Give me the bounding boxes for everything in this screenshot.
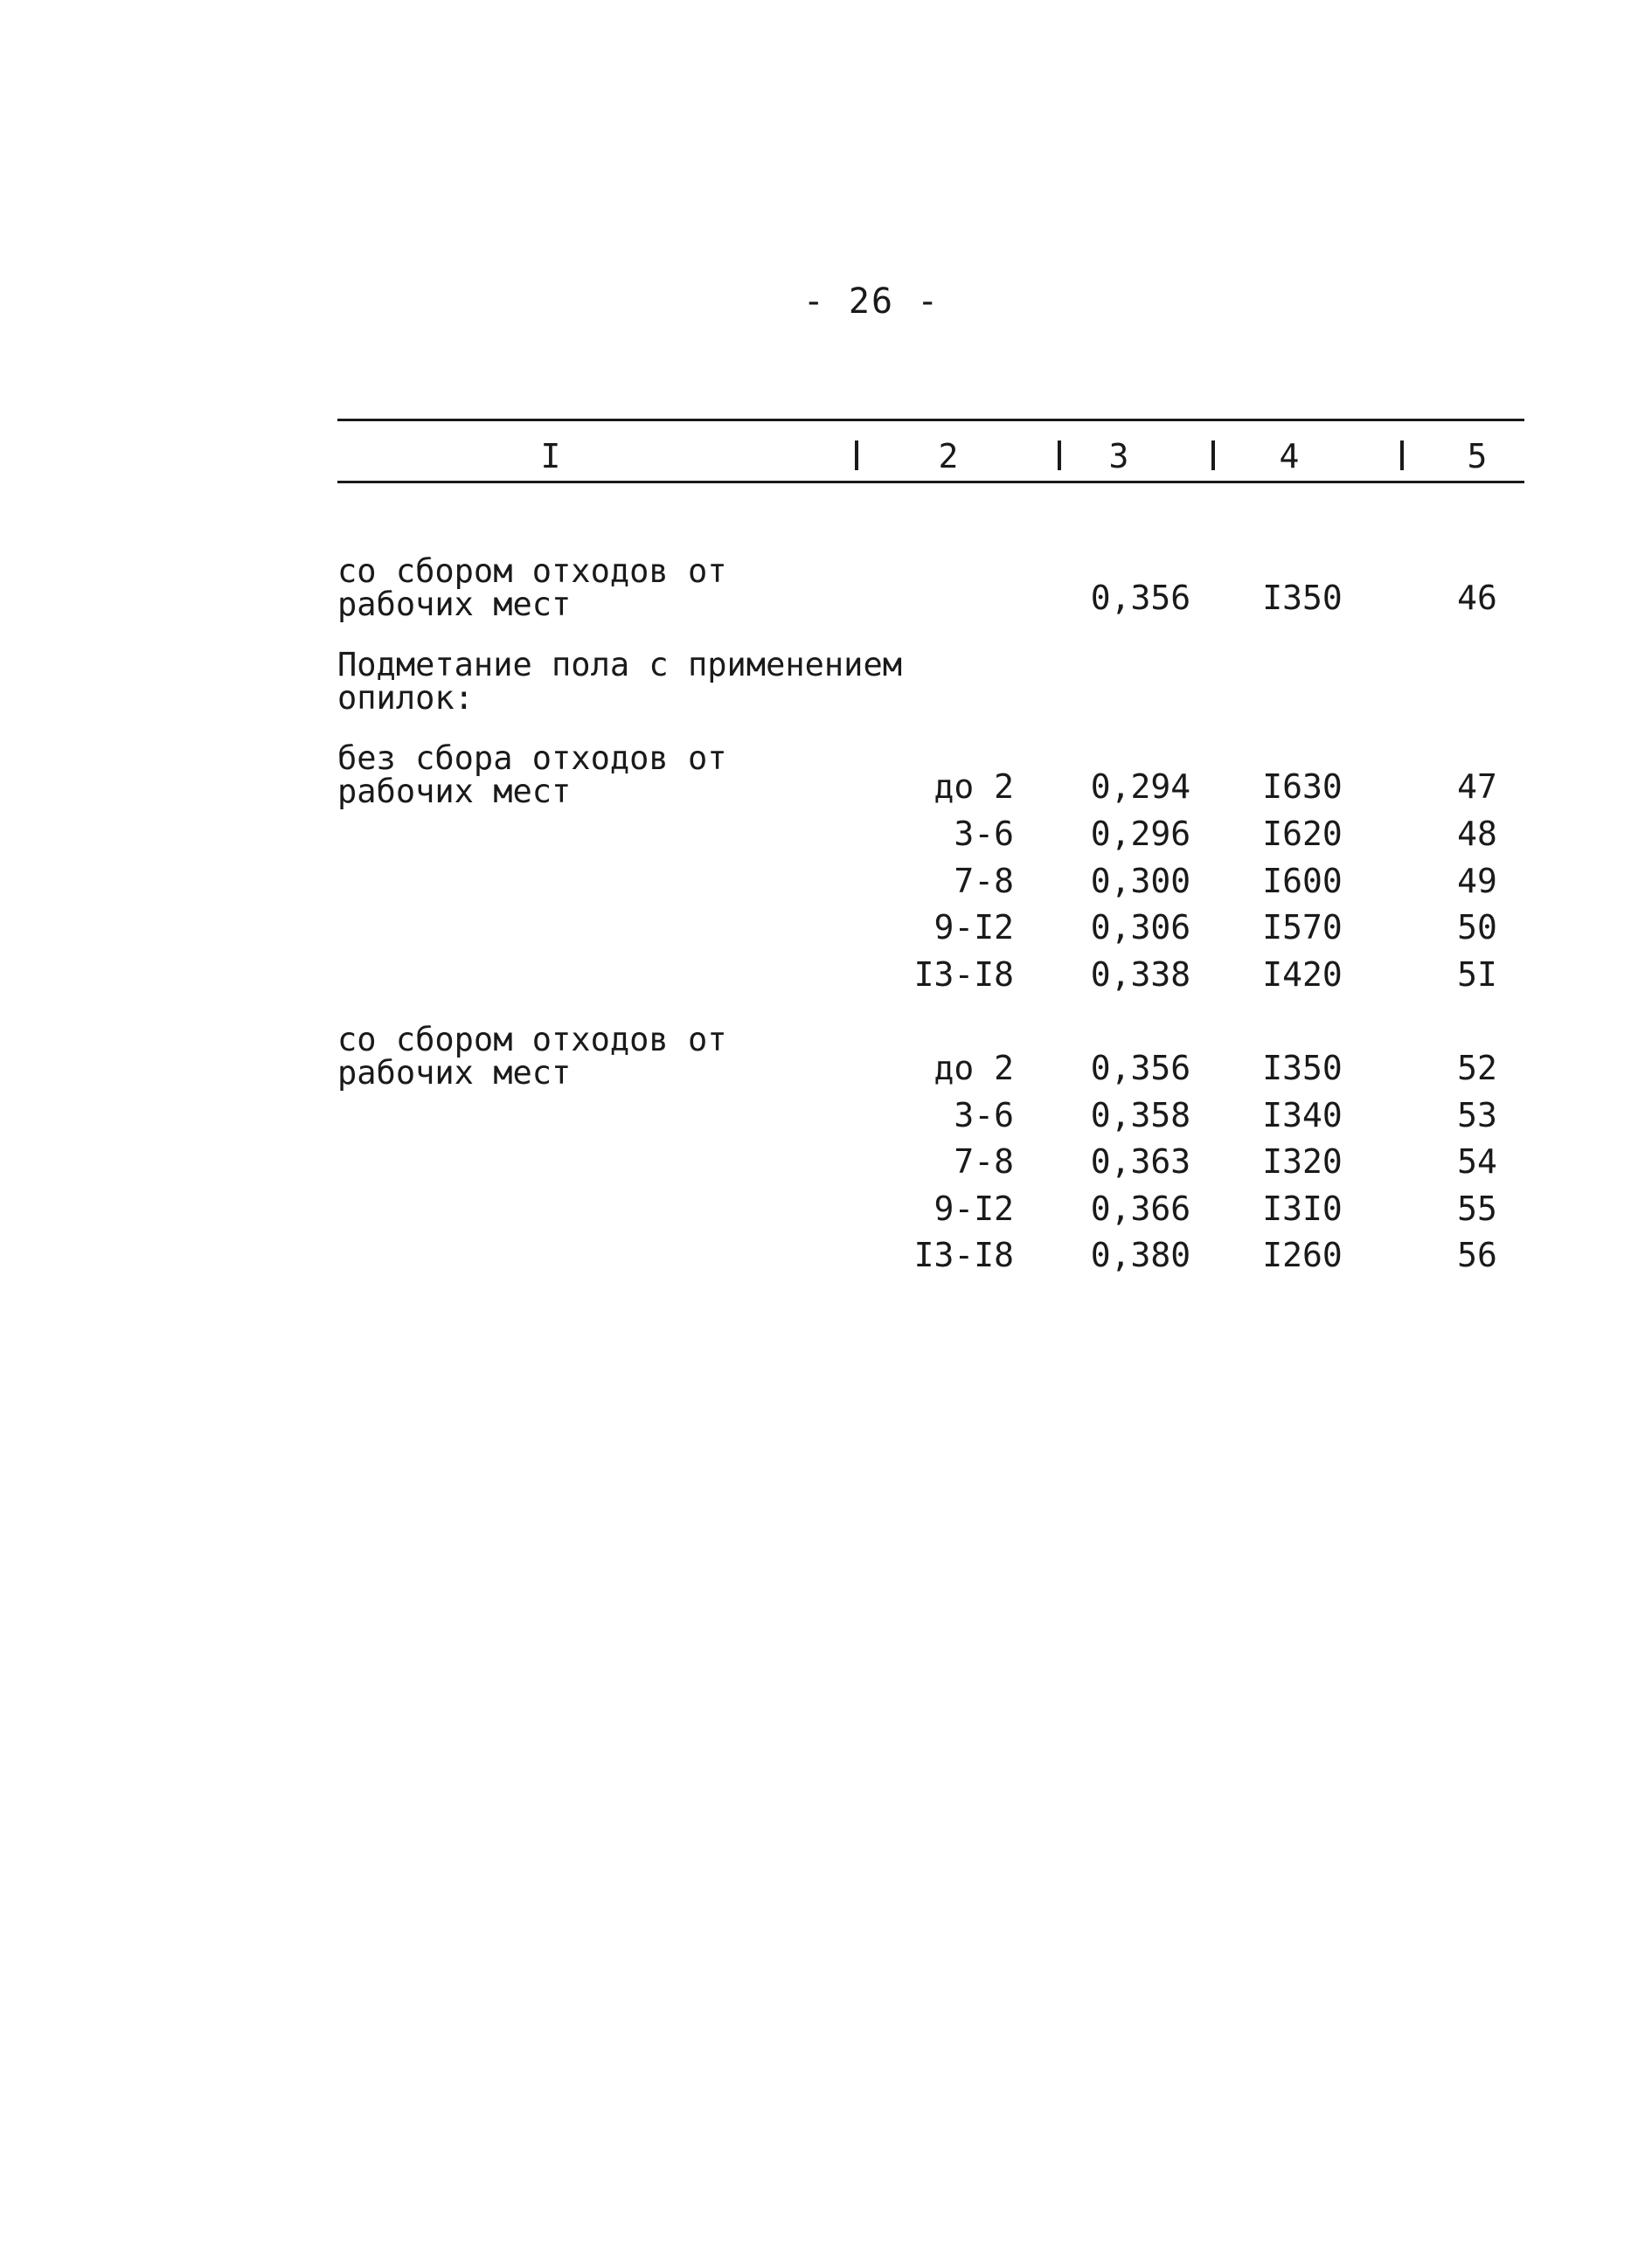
- row-description-line: рабочих мест: [337, 773, 572, 810]
- header-col-3: 3: [1108, 437, 1129, 475]
- table-cell-c5: 49: [1457, 862, 1497, 900]
- table-cell-c4: I620: [1262, 815, 1343, 853]
- table-cell-c3: 0,296: [1090, 815, 1191, 853]
- table-cell-c4: I630: [1262, 767, 1343, 806]
- table-cell-c5: 54: [1457, 1142, 1497, 1181]
- table-cell-c5: 52: [1457, 1049, 1497, 1087]
- table-cell-c2: I3-I8: [913, 955, 1014, 994]
- table-cell-c2: 9-I2: [934, 908, 1014, 947]
- row-description-line: рабочих мест: [337, 586, 572, 623]
- header-col-5: 5: [1467, 437, 1488, 475]
- table-cell-c5: 47: [1457, 767, 1497, 806]
- header-col-1: I: [540, 437, 561, 475]
- table-cell-c5: 56: [1457, 1236, 1497, 1274]
- table-cell-c3: 0,358: [1090, 1096, 1191, 1134]
- table-cell-c4: I600: [1262, 862, 1343, 900]
- table-cell-c4: I340: [1262, 1096, 1343, 1134]
- table-header-bottom-rule: [337, 481, 1524, 483]
- table-cell-c3: 0,338: [1090, 955, 1191, 994]
- table-cell-c5: 55: [1457, 1189, 1497, 1228]
- row-description-line: опилок:: [337, 679, 474, 717]
- page-number: - 26 -: [802, 281, 940, 322]
- table-cell-c2: до 2: [934, 767, 1014, 806]
- table-cell-c5: 48: [1457, 815, 1497, 853]
- table-cell-c4: I260: [1262, 1236, 1343, 1274]
- table-cell-c2: 9-I2: [934, 1189, 1014, 1228]
- table-cell-c3: 0,356: [1090, 579, 1191, 617]
- row-description-line: со сбором отходов от: [337, 552, 727, 590]
- table-cell-c5: 5I: [1457, 955, 1497, 994]
- header-col-2: 2: [938, 437, 959, 475]
- header-separator: [1400, 440, 1404, 470]
- row-description-line: рабочих мест: [337, 1054, 572, 1092]
- row-description-line: без сбора отходов от: [337, 739, 727, 777]
- table-cell-c4: I320: [1262, 1142, 1343, 1181]
- table-header-row: [0, 437, 1638, 477]
- header-separator: [855, 440, 858, 470]
- table-cell-c5: 53: [1457, 1096, 1497, 1134]
- table-cell-c5: 46: [1457, 579, 1497, 617]
- table-cell-c4: I350: [1262, 1049, 1343, 1087]
- table-cell-c3: 0,306: [1090, 908, 1191, 947]
- table-cell-c2: 7-8: [954, 1142, 1014, 1181]
- table-cell-c3: 0,366: [1090, 1189, 1191, 1228]
- header-col-4: 4: [1279, 437, 1300, 475]
- header-separator: [1211, 440, 1215, 470]
- table-cell-c4: I3I0: [1262, 1189, 1343, 1228]
- table-cell-c2: 3-6: [954, 815, 1014, 853]
- table-cell-c3: 0,380: [1090, 1236, 1191, 1274]
- table-cell-c2: 7-8: [954, 862, 1014, 900]
- table-cell-c3: 0,363: [1090, 1142, 1191, 1181]
- table-cell-c3: 0,294: [1090, 767, 1191, 806]
- table-cell-c2: I3-I8: [913, 1236, 1014, 1274]
- table-cell-c3: 0,300: [1090, 862, 1191, 900]
- table-cell-c4: I350: [1262, 579, 1343, 617]
- table-cell-c5: 50: [1457, 908, 1497, 947]
- table-cell-c2: до 2: [934, 1049, 1014, 1087]
- row-description-line: со сбором отходов от: [337, 1021, 727, 1058]
- header-separator: [1058, 440, 1061, 470]
- table-cell-c2: 3-6: [954, 1096, 1014, 1134]
- table-cell-c4: I420: [1262, 955, 1343, 994]
- table-cell-c3: 0,356: [1090, 1049, 1191, 1087]
- table-top-rule: [337, 419, 1524, 421]
- row-description-line: Подметание пола с применением: [337, 646, 903, 683]
- table-cell-c4: I570: [1262, 908, 1343, 947]
